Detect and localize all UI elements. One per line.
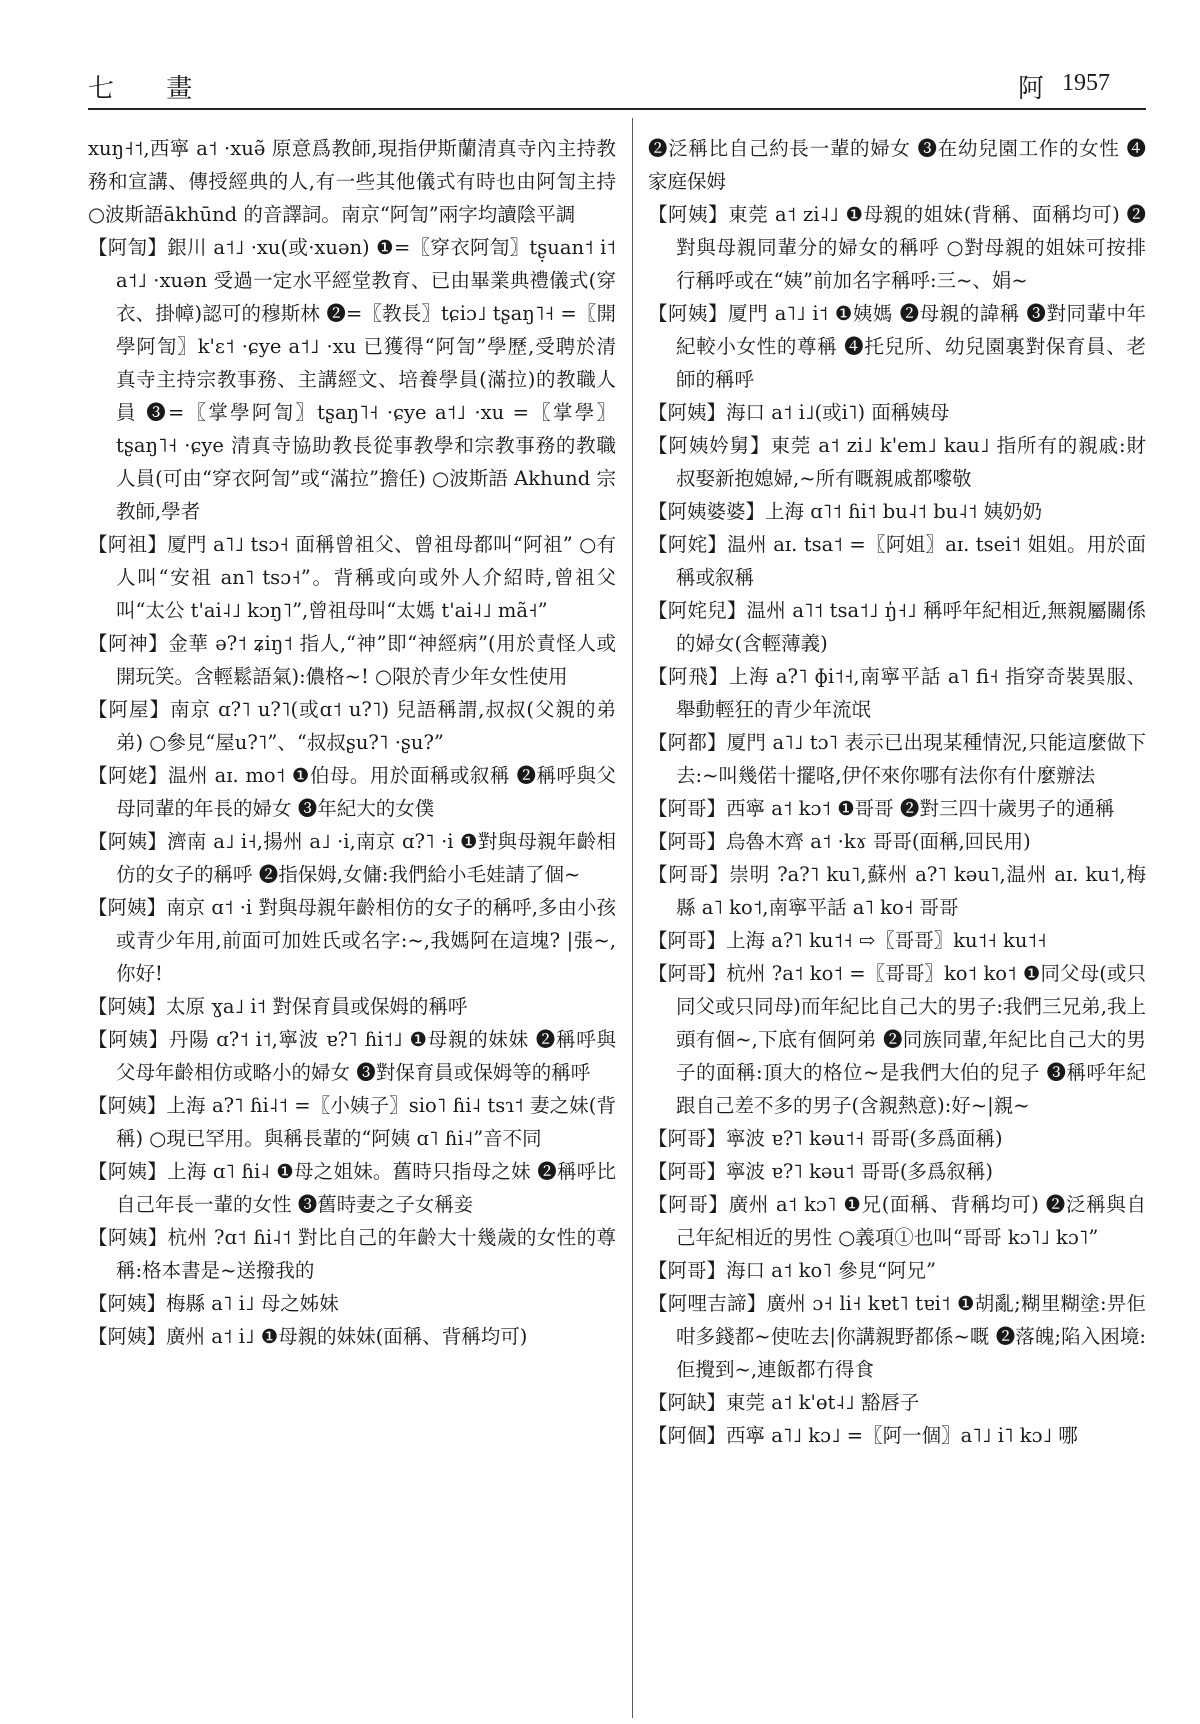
header-rule — [88, 108, 1146, 110]
dictionary-entry: 【阿姨】南京 ɑ˦ ·i 對與母親年齡相仿的女子的稱呼,多由小孩或青少年用,前面可加姓氏或名字:~,我媽阿在這塊? |張~,你好! — [88, 896, 616, 985]
dictionary-entry: 【阿姨】太原 ɣa˩ i˦ 對保育員或保姆的稱呼 — [88, 995, 468, 1018]
dictionary-entry: 【阿姨】上海 ɑ˥ ɦi˨ ❶母之姐妹。舊時只指母之妹 ❷稱呼比自己年長一輩的女性 ❸舊時妻之子女稱妾 — [88, 1160, 616, 1216]
page-number: 1957 — [1062, 70, 1110, 96]
dictionary-entry: 【阿姨】廣州 a˦ i˩ ❶母親的妹妹(面稱、背稱均可) — [88, 1325, 528, 1348]
dictionary-entry: 【阿都】厦門 a˥˩ tɔ˥ 表示已出現某種情況,只能這麼做下去:~叫幾偌十擺咯,伊伓來你哪有法你有什麼辦法 — [648, 731, 1146, 787]
dictionary-entry: 【阿姥】温州 aɪ. mo˦ ❶伯母。用於面稱或叙稱 ❷稱呼與父母同輩的年長的婦女 ❸年紀大的女僕 — [88, 764, 616, 820]
dictionary-entry: ❷泛稱比自己約長一輩的婦女 ❸在幼兒園工作的女性 ❹家庭保姆 — [648, 137, 1146, 193]
dictionary-entry: 【阿姨】杭州 ?ɑ˦ ɦi˨˦ 對比自己的年齡大十幾歲的女性的尊稱:格本書是~送撥我的 — [88, 1226, 616, 1282]
dictionary-entry: 【阿神】金華 ə?˦ ʑiŋ˦ 指人,“神”即“神經病”(用於責怪人或開玩笑。含輕鬆語氣):儂格~! ○限於青少年女性使用 — [88, 632, 616, 688]
head-character: 阿 — [1018, 74, 1045, 104]
left-column — [88, 132, 616, 1353]
dictionary-entry: 【阿祖】厦門 a˥˩ tsɔ˧ 面稱曾祖父、曾祖母都叫“阿祖” ○有人叫“安祖 an˥ tsɔ˧”。背稱或向或外人介紹時,曾祖父叫“太公 t'ai˨˩ kɔŋ˥”,曾祖母叫“太媽 t'ai˨˩ mã˧” — [88, 533, 616, 622]
dictionary-entry: 【阿姨】東莞 a˦ zi˨˩ ❶母親的姐妹(背稱、面稱均可) ❷對與母親同輩分的婦女的稱呼 ○對母親的姐妹可按排行稱呼或在“姨”前加名字稱呼:三~、娟~ — [648, 203, 1146, 292]
dictionary-entry: 【阿姨】丹陽 ɑ?˦ i˦,寧波 ɐ?˥ ɦi˦˩ ❶母親的妹妹 ❷稱呼與父母年齡相仿或略小的婦女 ❸對保育員或保姆等的稱呼 — [88, 1028, 616, 1084]
running-head: 七 畫 — [88, 74, 215, 104]
page-header — [0, 0, 1200, 110]
dictionary-entry: 【阿姨】厦門 a˥˩ i˦ ❶姨媽 ❷母親的諱稱 ❸對同輩中年紀較小女性的尊稱 ❹托兒所、幼兒園裏對保育員、老師的稱呼 — [648, 302, 1146, 391]
dictionary-entry: 【阿缺】東莞 a˦ k'ɵt˨˩ 豁唇子 — [648, 1391, 920, 1414]
dictionary-entry: 【阿飛】上海 a?˥ ɸi˦˧,南寧平話 a˥ fi˧ 指穿奇裝異服、舉動輕狂的青少年流氓 — [648, 665, 1146, 721]
right-column — [648, 132, 1146, 1452]
dictionary-entry: 【阿姹】温州 aɪ. tsa˦ =〖阿姐〗aɪ. tsei˦ 姐姐。用於面稱或叙稱 — [648, 533, 1146, 589]
dictionary-entry: 【阿屋】南京 ɑ?˥ u?˥(或ɑ˦ u?˥) 兒語稱謂,叔叔(父親的弟弟) ○參見“屋u?˥”、“叔叔ʂu?˥ ·ʂu?” — [88, 698, 616, 754]
dictionary-entry: 【阿姨】海口 a˦ i˩(或i˥) 面稱姨母 — [648, 401, 950, 424]
dictionary-entry: 【阿姨婆婆】上海 ɑ˥˦ ɦi˦ bu˨˦ bu˨˦ 姨奶奶 — [648, 500, 1043, 523]
dictionary-entry: 【阿姨】梅縣 a˥ i˩ 母之姊妹 — [88, 1292, 339, 1315]
dictionary-entry: 【阿哥】廣州 a˦ kɔ˥ ❶兄(面稱、背稱均可) ❷泛稱與自己年紀相近的男性 ○義項①也叫“哥哥 kɔ˥˩ kɔ˥” — [648, 1193, 1146, 1249]
dictionary-entry: 【阿哥】烏魯木齊 a˦ ·kɤ 哥哥(面稱,回民用) — [648, 830, 1031, 853]
dictionary-entry: 【阿姨妗舅】東莞 a˦ zi˩ k'em˩ kau˩ 指所有的親戚:財叔娶新抱媳婦,~所有嘅親戚都嚟敬 — [648, 434, 1146, 490]
dictionary-entry: 【阿姨】濟南 a˩ i˧,揚州 a˩ ·i,南京 ɑ?˥ ·i ❶對與母親年齡相仿的女子的稱呼 ❷指保姆,女傭:我們給小毛娃請了個~ — [88, 830, 616, 886]
dictionary-entry: 【阿哥】海口 a˦ ko˥ 參見“阿兄” — [648, 1259, 936, 1282]
dictionary-entry: 【阿哥】崇明 ?a?˥ ku˥,蘇州 a?˥ kəu˥,温州 aɪ. ku˦,梅縣 a˥ ko˦,南寧平話 a˥ ko˧ 哥哥 — [648, 863, 1146, 919]
dictionary-entry: 【阿姨】上海 a?˥ ɦi˨˦ =〖小姨子〗sio˥ ɦi˨ tsɿ˦ 妻之妹(背稱) ○現已罕用。與稱長輩的“阿姨 ɑ˥ ɦi˨”音不同 — [88, 1094, 616, 1150]
dictionary-entry: xuŋ˧˦,西寧 a˦ ·xuə̃ 原意爲教師,現指伊斯蘭清真寺內主持教務和宣講、傳授經典的人,有一些其他儀式有時也由阿訇主持 ○波斯語ākhūnd 的音譯詞。南京“阿訇”兩字均讀陰平調 — [88, 137, 616, 226]
dictionary-entry: 【阿個】西寧 a˥˩ kɔ˩ =〖阿一個〗a˥˩ i˥ kɔ˩ 哪 — [648, 1424, 1078, 1447]
dictionary-entry: 【阿哩吉諦】廣州 ɔ˧ li˧ kɐt˥ tɐi˦ ❶胡亂;糊里糊塗:畀佢咁多錢都~使咗去|你講親野都係~嘅 ❷落魄;陷入困境:佢攪到~,連飯都冇得食 — [648, 1292, 1146, 1381]
dictionary-entry: 【阿哥】西寧 a˦ kɔ˦ ❶哥哥 ❷對三四十歲男子的通稱 — [648, 797, 1115, 820]
dictionary-entry: 【阿姹兒】温州 a˥˦ tsa˦˩ ŋ̍˧˩ 稱呼年紀相近,無親屬關係的婦女(含輕薄義) — [648, 599, 1146, 655]
column-divider — [632, 118, 633, 1718]
dictionary-entry: 【阿哥】寧波 ɐ?˥ kəu˦ 哥哥(多爲叙稱) — [648, 1160, 994, 1183]
dictionary-entry: 【阿哥】上海 a?˥ ku˦˧ ⇨〖哥哥〗ku˦˧ ku˦˧ — [648, 929, 1047, 952]
dictionary-entry: 【阿訇】銀川 a˦˩ ·xu(或·xuən) ❶=〖穿衣阿訇〗tʂ̣uan˦ i˦ a˦˩ ·xuən 受過一定水平經堂教育、已由畢業典禮儀式(穿衣、掛幛)認可的穆斯林 ❷=〖教長〗tɕiɔ˩ tʂaŋ˥˧ =〖開學阿訇〗k'ɛ˦ ·ɕye a˦˩ ·xu 已獲得“阿訇”學歷,受聘於清真寺主持宗教事務、主講經文、培養學員(滿拉)的教職人員 ❸=〖掌學阿訇〗tʂaŋ˥˧ ·ɕye a˦˩ ·xu =〖掌學〗tʂaŋ˥˧ ·ɕye 清真寺協助教長從事教學和宗教事務的教職人員(可由“穿衣阿訇”或“滿拉”擔任) ○波斯語 Akhund 宗教師,學者 — [88, 236, 616, 523]
dictionary-entry: 【阿哥】寧波 ɐ?˥ kəu˦˧ 哥哥(多爲面稱) — [648, 1127, 1003, 1150]
dictionary-entry: 【阿哥】杭州 ?a˦ ko˦ =〖哥哥〗ko˦ ko˦ ❶同父母(或只同父或只同母)而年紀比自己大的男子:我們三兄弟,我上頭有個~,下底有個阿弟 ❷同族同輩,年紀比自己大的男子的面稱:頂大的格位~是我們大伯的兒子 ❸稱呼年紀跟自己差不多的男子(含親熱意):好~|親~ — [648, 962, 1146, 1117]
